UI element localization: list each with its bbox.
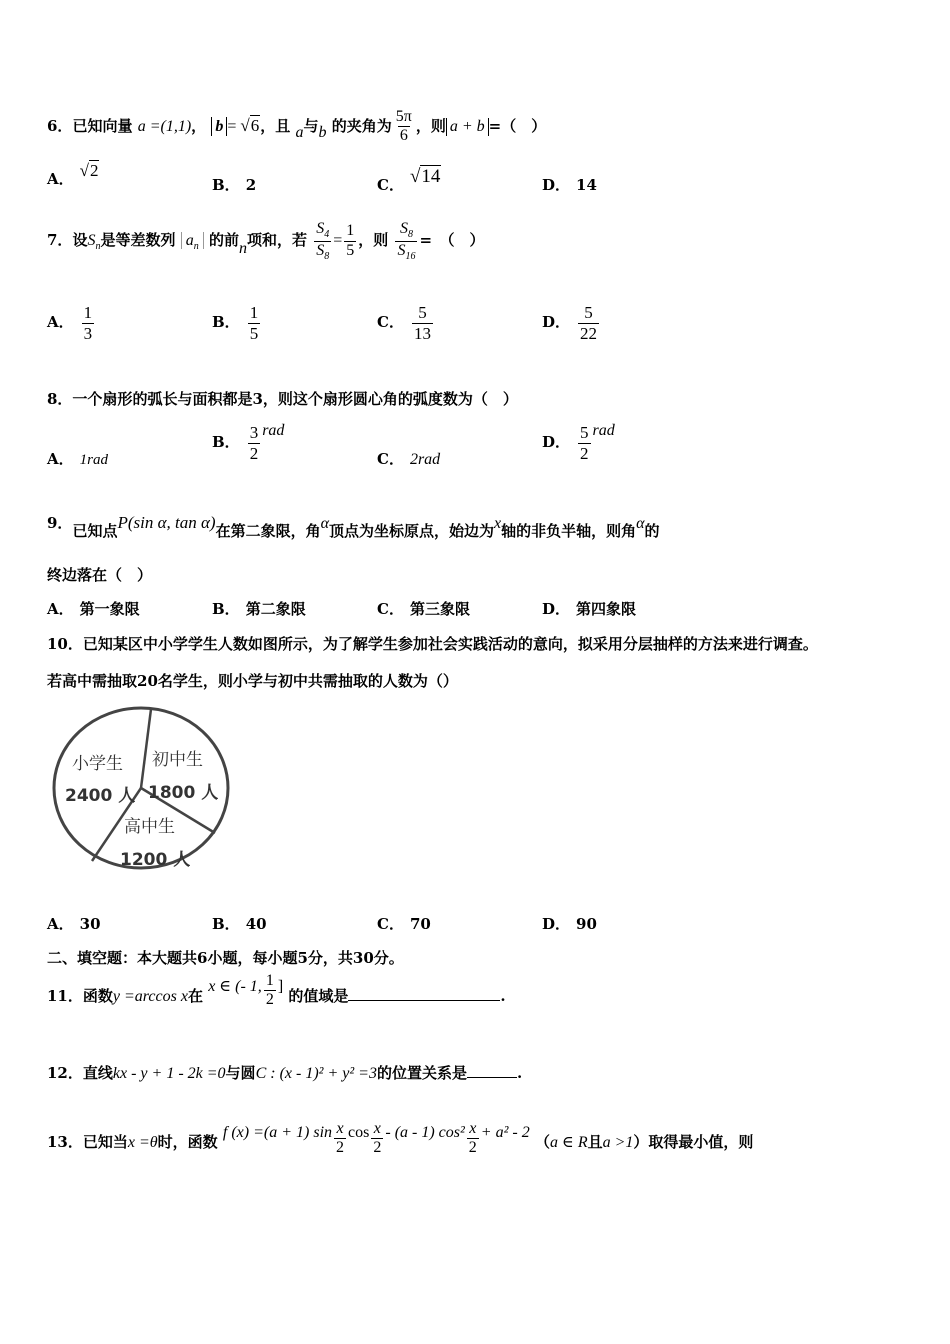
q9-option-b [212, 598, 306, 619]
pie-label-junior: 初中生 [152, 750, 203, 770]
q6-abs-aplusb: a + b [446, 118, 489, 136]
option-fraction: $\frac{3}{2}$ [249, 423, 259, 463]
option-label: D． [542, 176, 571, 194]
option-fraction: $\frac{5}{22}$ [580, 303, 598, 343]
q9-option-d [542, 598, 636, 619]
q11-answer-blank[interactable] [348, 1000, 500, 1001]
option-label: D． [542, 915, 571, 933]
q6-text5: ，则 [415, 116, 446, 135]
q6-option-c [377, 166, 441, 194]
q11-domain-fraction: $\frac{1}{2}$ [265, 972, 274, 1009]
q8-option-b [212, 423, 284, 463]
q8-option-c [377, 448, 440, 469]
option-label: C． [377, 176, 404, 194]
q13-cos: cos [348, 1123, 370, 1141]
option-value: 第四象限 [576, 600, 637, 618]
option-fraction: $\frac{1}{5}$ [249, 303, 259, 343]
option-fraction: $\frac{5}{2}$ [580, 423, 589, 463]
q12-text3: 的位置关系是 [376, 1064, 467, 1082]
sqrt-value: √14 [409, 166, 441, 187]
option-value: 第一象限 [79, 600, 140, 618]
q7-text2: 是等差数列 [100, 231, 176, 250]
question-9 [47, 512, 660, 540]
option-label: B． [212, 433, 240, 452]
option-value: 30 [79, 915, 101, 933]
q12-circle-equation: C : (x - 1)² + y² =3 [255, 1065, 377, 1082]
q6-option-d [542, 174, 597, 195]
q6-comma: ， [191, 116, 207, 135]
option-fraction: $\frac{1}{3}$ [83, 303, 93, 343]
q7-option-c [377, 303, 435, 343]
option-label: D． [542, 433, 571, 452]
q6-a: a [295, 123, 304, 141]
q9-alpha2: α [636, 515, 645, 532]
q9-text2: 在第二象限，角 [215, 522, 321, 540]
option-value: 1rad [79, 452, 108, 468]
option-label: B． [212, 313, 240, 332]
q7-fraction-1-5: $\frac{1}{5}$ [346, 222, 355, 259]
q13-number: 13． [47, 1132, 83, 1151]
q11-text2: 在 [187, 986, 203, 1005]
q10-option-b [212, 913, 267, 934]
q12-answer-blank[interactable] [467, 1077, 517, 1078]
q11-function: y =arccos x [112, 987, 188, 1005]
option-value: 2 [245, 176, 257, 194]
q13-x-over-2-b: $\frac{x}{2}$ [373, 1120, 382, 1157]
q13-function-part2: - (a - 1) cos² [385, 1123, 465, 1141]
option-value: 90 [576, 915, 597, 933]
option-value: 第二象限 [245, 600, 306, 618]
option-unit: rad [262, 422, 285, 440]
option-fraction: $\frac{5}{13}$ [413, 303, 431, 343]
q13-function-part1: f (x) =(a + 1) sin [222, 1123, 333, 1141]
q9-text3: 顶点为坐标原点，始边为 [329, 522, 495, 540]
q9-text: 已知点 [72, 522, 118, 540]
q9-number: 9． [47, 514, 73, 532]
question-12 [47, 1062, 522, 1083]
q6-text: 已知向量 [72, 116, 133, 135]
q12-end: . [516, 1064, 523, 1082]
q6-option-a [47, 161, 99, 189]
pie-value-primary: 2400 人 [65, 786, 136, 806]
question-10-line1: 10．已知某区中小学学生人数如图所示，为了解学生参加社会实践活动的意向，拟采用分层抽样的方法来进行调查。 [47, 635, 818, 653]
q7-text3: 的前 [208, 231, 239, 250]
q6-sqrt6: √6 [240, 115, 260, 135]
q13-x-over-2-a: $\frac{x}{2}$ [336, 1120, 345, 1157]
q6-b: b [318, 123, 327, 141]
option-value: 第三象限 [409, 600, 470, 618]
q7-eq: = [333, 232, 343, 250]
q11-text3: 的值域是 [288, 986, 349, 1005]
q8-option-d [542, 423, 615, 463]
q13-paren-open: （ [534, 1132, 550, 1151]
option-label: B． [212, 600, 240, 618]
section-2-heading: 二、填空题：本大题共6小题，每小题5分，共30分。 [47, 949, 404, 967]
q10-option-d [542, 913, 597, 934]
option-label: D． [542, 600, 571, 618]
q9-line2: 终边落在（ ） [47, 566, 153, 584]
option-label: A． [47, 170, 74, 188]
option-label: D． [542, 313, 571, 332]
q7-n: n [238, 240, 247, 258]
q9-option-c [377, 598, 470, 619]
q6-number: 6． [47, 116, 73, 135]
q11-domain-end: ] [277, 977, 284, 995]
q13-text3: ）取得最小值，则 [633, 1132, 754, 1151]
q6-vector-a: a =(1,1) [137, 117, 192, 135]
q9-text4: 轴的非负半轴，则角 [501, 522, 637, 540]
q13-a-in-R: a ∈ R [549, 1133, 588, 1151]
q6-text3: 与 [303, 116, 319, 135]
q7-answer-bracket: = （ ） [419, 231, 485, 250]
q7-fraction-s8-s16: $\frac{S_8}{S_{16}}$ [397, 220, 416, 262]
option-label: A． [47, 600, 74, 618]
option-label: A． [47, 450, 74, 468]
option-value: 14 [576, 176, 597, 194]
q7-fraction-s4-s8: $\frac{S_4}{S_8}$ [316, 220, 330, 262]
q11-number: 11． [47, 986, 83, 1005]
q11-end: . [500, 986, 506, 1005]
option-value: 70 [409, 915, 431, 933]
option-unit: rad [592, 422, 615, 440]
pie-label-primary: 小学生 [72, 754, 123, 774]
option-value: 2rad [409, 451, 441, 468]
q9-text5: 的 [644, 522, 660, 540]
q9-x: x [494, 515, 502, 532]
question-13 [47, 1120, 754, 1162]
q12-text: 直线 [82, 1064, 113, 1082]
q7-text5: ，则 [358, 231, 389, 250]
q13-x-over-2-c: $\frac{x}{2}$ [468, 1120, 477, 1157]
q10-option-c [377, 913, 431, 934]
pie-divider-top [141, 709, 151, 788]
q9-option-a [47, 598, 140, 619]
q6-angle-fraction: $\frac{5\pi}{6}$ [395, 108, 412, 145]
q7-option-d [542, 303, 601, 343]
q7-text: 设 [72, 231, 88, 250]
q9-point-P: P(sin α, tan α) [117, 513, 216, 532]
option-label: C． [377, 313, 404, 332]
option-label: A． [47, 313, 74, 332]
q13-function-part3: + a² - 2 [480, 1123, 530, 1141]
q11-text: 函数 [82, 986, 113, 1005]
question-6 [47, 108, 546, 146]
q12-text2: 与圆 [225, 1064, 256, 1082]
q13-text2: 时，函数 [157, 1132, 218, 1151]
q13-and: 且 [587, 1132, 603, 1151]
question-7 [47, 220, 485, 262]
option-label: C． [377, 450, 404, 468]
pie-label-senior: 高中生 [124, 817, 175, 837]
q9-alpha: α [320, 515, 329, 532]
option-label: C． [377, 915, 404, 933]
q11-domain: x ∈ (- 1, [208, 977, 262, 995]
q6-text4: 的夹角为 [331, 116, 392, 135]
q6-text2: ，且 [260, 116, 291, 135]
q6-eq: = [227, 117, 241, 135]
option-value: 40 [245, 915, 267, 933]
q6-option-b [212, 174, 256, 195]
pie-value-senior: 1200 人 [120, 850, 191, 870]
q7-an: $a_n$ [181, 232, 204, 249]
option-label: B． [212, 176, 240, 194]
question-11 [47, 972, 506, 1016]
pie-value-junior: 1800 人 [148, 783, 219, 803]
sqrt-value: √2 [79, 161, 99, 180]
option-label: B． [212, 915, 240, 933]
question-10-line2: 若高中需抽取20名学生，则小学与初中共需抽取的人数为（） [47, 672, 458, 690]
q7-number: 7． [47, 231, 73, 250]
q6-abs-b: b [211, 117, 227, 136]
q7-Sn: $S_n$ [87, 232, 101, 253]
q12-number: 12． [47, 1064, 83, 1082]
q13-a-gt-1: a >1 [602, 1133, 634, 1151]
question-8: 8．一个扇形的弧长与面积都是3，则这个扇形圆心角的弧度数为（ ） [47, 390, 518, 408]
q7-text4: 项和，若 [246, 231, 307, 250]
q6-answer-bracket: =（ ） [488, 116, 547, 135]
q8-option-a [47, 448, 108, 469]
q10-option-a [47, 913, 101, 934]
q13-condition: x =θ [127, 1133, 158, 1151]
q7-option-a [47, 303, 96, 343]
q13-text: 已知当 [82, 1132, 128, 1151]
option-label: A． [47, 915, 74, 933]
option-label: C． [377, 600, 404, 618]
q12-line-equation: kx - y + 1 - 2k =0 [112, 1065, 226, 1082]
q7-option-b [212, 303, 262, 343]
student-pie-diagram [47, 703, 237, 875]
